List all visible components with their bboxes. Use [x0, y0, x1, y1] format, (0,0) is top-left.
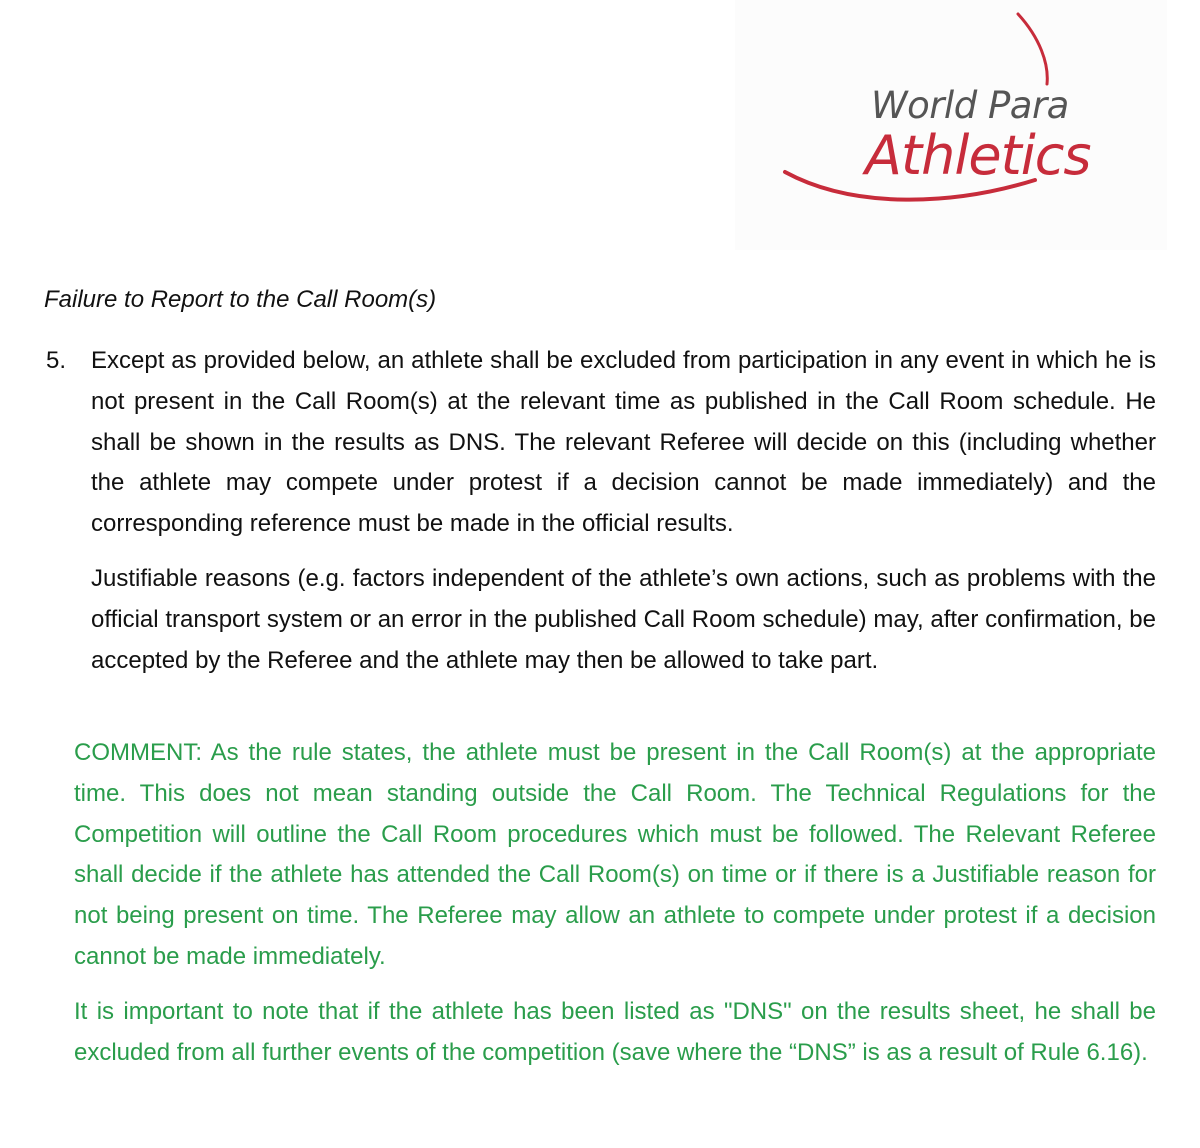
comment-block: [74, 733, 1156, 1073]
rule-paragraph: Except as provided below, an athlete shall be excluded from participation in any event in which he is not present in the Call Room(s) at the relevant time as published in the Call Room schedule. He shall be shown in the results as DNS. The relevant Referee will decide on this (including whether the athlete may compete under protest if a decision cannot be made immediately) and the corresponding reference must be made in the official results.: [91, 347, 1156, 538]
comment-paragraph: It is important to note that if the athlete has been listed as "DNS" on the results sheet, he shall be excluded from all further events of the competition (save where the “DNS” is as a result of Rule 6.16).: [74, 997, 1156, 1066]
rule-5: [46, 341, 1156, 681]
world-para-athletics-logo: [735, 0, 1167, 250]
section-heading: Failure to Report to the Call Room(s): [44, 286, 437, 313]
comment-paragraph: COMMENT: As the rule states, the athlete must be present in the Call Room(s) at the appropriate time. This does not mean standing outside the Call Room. The Technical Regulations for the Competition will outline the Call Room procedures which must be followed. The Relevant Referee shall decide if the athlete has attended the Call Room(s) on time or if there is a Justifiable reason for not being present on time. The Referee may allow an athlete to compete under protest if a decision cannot be made immediately.: [74, 739, 1156, 970]
rule-number: 5.: [46, 347, 67, 374]
logo-text-athletics: Athletics: [865, 124, 1091, 187]
logo-text-world-para: World Para: [871, 84, 1069, 127]
rule-body: [91, 341, 1156, 681]
rule-paragraph: Justifiable reasons (e.g. factors independent of the athlete’s own actions, such as problems with the official transport system or an error in the published Call Room schedule) may, after confirmation, be accepted by the Referee and the athlete may then be allowed to take part.: [91, 564, 1156, 674]
